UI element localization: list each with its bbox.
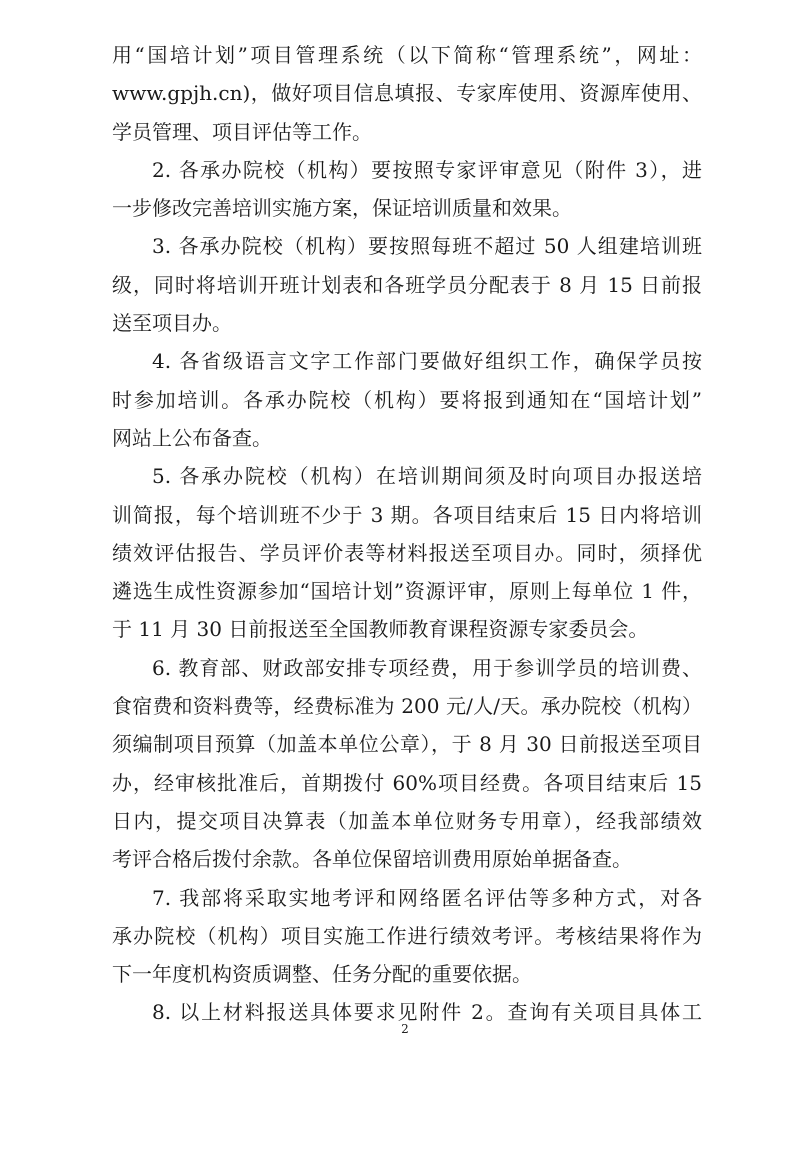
body-text xyxy=(112,36,702,1032)
text-line: 于 11 月 30 日前报送至全国教师教育课程资源专家委员会。 xyxy=(112,617,649,642)
text-line: 7. 我部将采取实地考评和网络匿名评估等多种方式，对各 xyxy=(152,885,702,910)
text-line: 3. 各承办院校（机构）要按照每班不超过 50 人组建培训班 xyxy=(152,234,702,259)
text-line: 一步修改完善培训实施方案，保证培训质量和效果。 xyxy=(112,196,572,221)
text-line: 办，经审核批准后，首期拨付 60%项目经费。各项目结束后 15 xyxy=(112,770,702,795)
text-line: 遴选生成性资源参加“国培计划”资源评审，原则上每单位 1 件， xyxy=(112,579,702,604)
text-line: 8. 以上材料报送具体要求见附件 2。查询有关项目具体工 xyxy=(152,1000,702,1025)
text-line: 网站上公布备查。 xyxy=(112,425,272,450)
text-line: 用“国培计划”项目管理系统（以下简称“管理系统”，网址： xyxy=(112,43,702,67)
text-line: www.gpjh.cn)，做好项目信息填报、专家库使用、资源库使用、 xyxy=(112,81,702,106)
text-line: 6. 教育部、财政部安排专项经费，用于参训学员的培训费、 xyxy=(152,655,702,680)
text-line: 5. 各承办院校（机构）在培训期间须及时向项目办报送培 xyxy=(152,464,702,489)
text-line: 食宿费和资料费等，经费标准为 200 元/人/天。承办院校（机构） xyxy=(112,694,702,719)
text-line: 下一年度机构资质调整、任务分配的重要依据。 xyxy=(112,962,532,987)
text-line: 考评合格后拨付余款。各单位保留培训费用原始单据备查。 xyxy=(112,847,632,872)
text-line: 日内，提交项目决算表（加盖本单位财务专用章），经我部绩效 xyxy=(112,808,702,833)
text-line: 2. 各承办院校（机构）要按照专家评审意见（附件 3），进 xyxy=(152,157,702,182)
text-line: 时参加培训。各承办院校（机构）要将报到通知在“国培计划” xyxy=(112,387,702,412)
text-line: 须编制项目预算（加盖本单位公章），于 8 月 30 日前报送至项目 xyxy=(112,732,702,757)
page-number: 2 xyxy=(401,1022,409,1036)
text-line: 4. 各省级语言文字工作部门要做好组织工作，确保学员按 xyxy=(152,349,702,374)
text-line: 训简报，每个培训班不少于 3 期。各项目结束后 15 日内将培训 xyxy=(112,502,702,527)
text-line: 承办院校（机构）项目实施工作进行绩效考评。考核结果将作为 xyxy=(112,923,702,948)
text-line: 送至项目办。 xyxy=(112,311,232,336)
text-line: 绩效评估报告、学员评价表等材料报送至项目办。同时，须择优 xyxy=(112,540,702,565)
text-line: 学员管理、项目评估等工作。 xyxy=(112,119,372,144)
text-line: 级，同时将培训开班计划表和各班学员分配表于 8 月 15 日前报 xyxy=(112,272,702,297)
